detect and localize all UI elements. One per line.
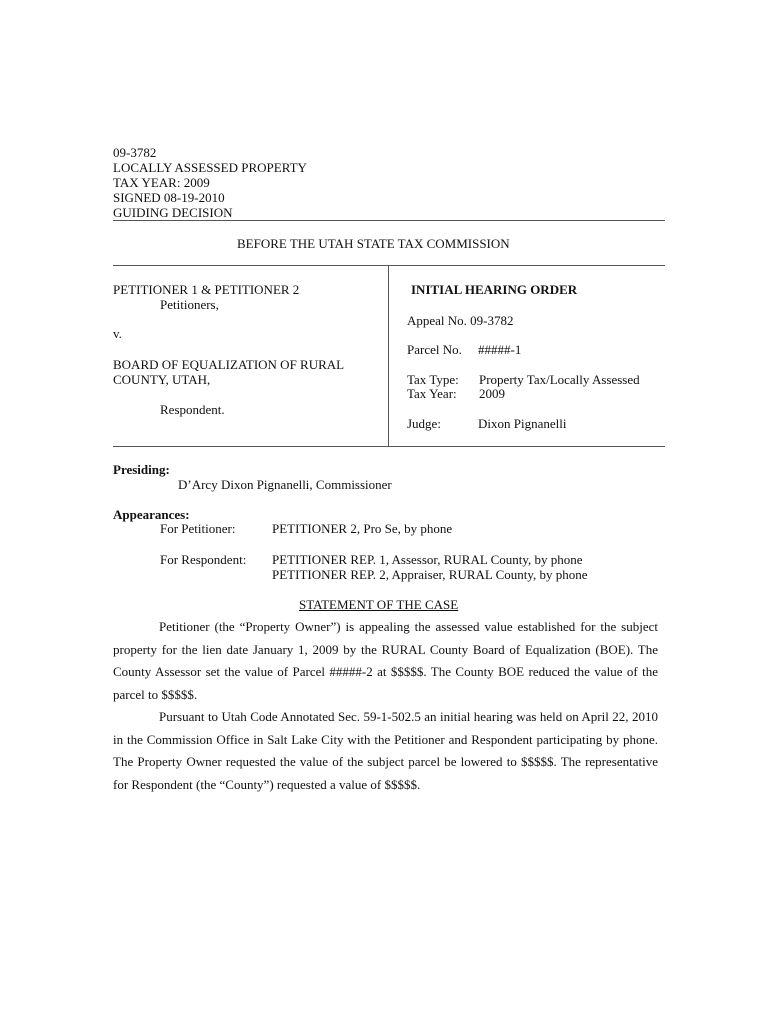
divider-caption-bottom (113, 446, 665, 447)
respondent-appearance-value-1: PETITIONER REP. 1, Assessor, RURAL County, by phone (272, 552, 583, 567)
respondent-appearance-value-2: PETITIONER REP. 2, Appraiser, RURAL County, by phone (272, 567, 588, 582)
property-category: LOCALLY ASSESSED PROPERTY (113, 160, 307, 175)
respondent-role: Respondent. (160, 402, 225, 417)
petitioners-role: Petitioners, (160, 297, 219, 312)
statement-paragraph-2: Pursuant to Utah Code Annotated Sec. 59-1-502.5 an initial hearing was held on April 22, 2010 in the Commission Office in Salt Lake City with the Petitioner and Respondent participating by phone. The Property Owner requested the value of the subject parcel be lowered to $$$$$. The representative for Respondent (the “County”) requested a value of $$$$$. (113, 709, 658, 792)
caption-column-divider (388, 265, 389, 447)
statement-paragraph-1: Petitioner (the “Property Owner”) is appealing the assessed value established for the subject property for the lien date January 1, 2009 by the RURAL County Board of Equalization (BOE). The County Assessor set the value of Parcel #####-2 at $$$$$. The County BOE reduced the value of the parcel to $$$$$. (113, 619, 658, 702)
respondent-name-line1: BOARD OF EQUALIZATION OF RURAL (113, 357, 345, 372)
signed-date: SIGNED 08-19-2010 (113, 190, 225, 205)
judge-value: Dixon Pignanelli (478, 416, 567, 431)
divider-caption-top (113, 265, 665, 266)
judge-label: Judge: (407, 416, 441, 431)
tax-type-value: Property Tax/Locally Assessed (479, 372, 640, 387)
respondent-appearance-label: For Respondent: (160, 552, 247, 567)
case-number: 09-3782 (113, 145, 157, 160)
versus: v. (113, 326, 122, 341)
statement-heading: STATEMENT OF THE CASE (299, 597, 459, 612)
appeal-number: Appeal No. 09-3782 (407, 313, 514, 328)
presiding-label: Presiding: (113, 462, 170, 477)
tax-type-label: Tax Type: (407, 372, 459, 387)
order-title: INITIAL HEARING ORDER (411, 282, 578, 297)
decision-type: GUIDING DECISION (113, 205, 233, 220)
tax-year-value: 2009 (479, 386, 505, 401)
parcel-value: #####-1 (478, 342, 522, 357)
tax-year-label: Tax Year: (407, 386, 457, 401)
appearances-label: Appearances: (113, 507, 190, 522)
tax-year-header: TAX YEAR: 2009 (113, 175, 210, 190)
presiding-name: D’Arcy Dixon Pignanelli, Commissioner (178, 477, 392, 492)
divider-top (113, 220, 665, 221)
petitioners-name: PETITIONER 1 & PETITIONER 2 (113, 282, 300, 297)
court-title: BEFORE THE UTAH STATE TAX COMMISSION (237, 236, 510, 251)
parcel-label: Parcel No. (407, 342, 462, 357)
petitioner-appearance-value: PETITIONER 2, Pro Se, by phone (272, 521, 453, 536)
petitioner-appearance-label: For Petitioner: (160, 521, 236, 536)
respondent-name-line2: COUNTY, UTAH, (113, 372, 211, 387)
